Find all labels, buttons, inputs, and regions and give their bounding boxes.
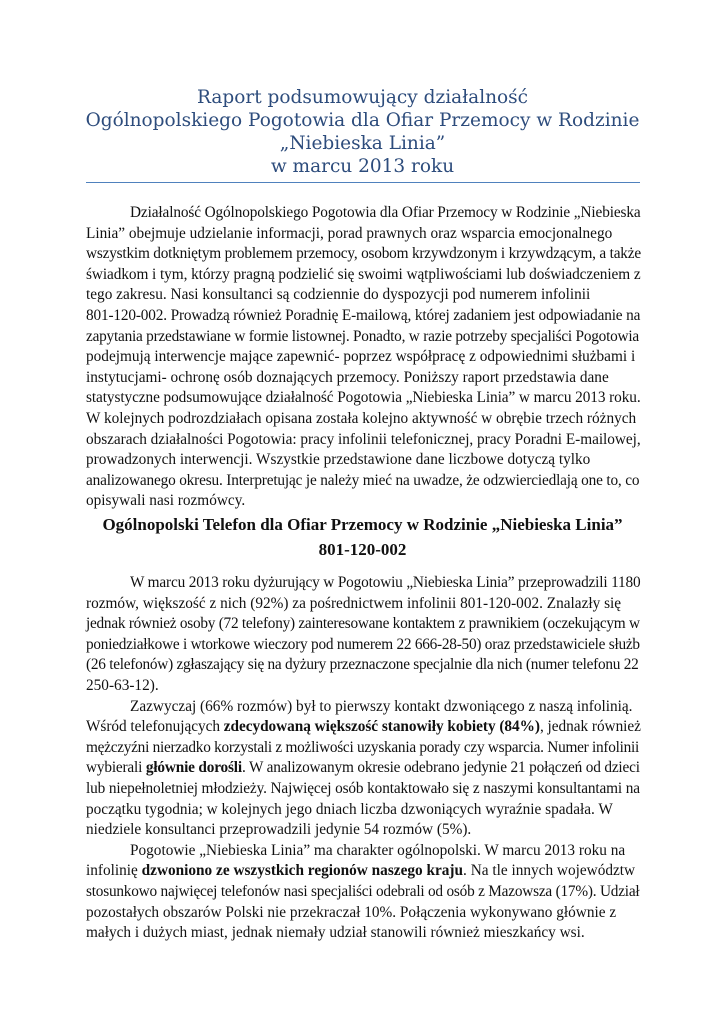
paragraph-line: lub niepełnoletniej młodzieży. Najwięcej osób kontaktowało się z naszymi konsultantami na <box>86 779 640 797</box>
paragraph-line: mężczyźni nierzadko korzystali z możliwości uzyskania porady czy wsparcia. Numer infolinii <box>86 738 640 756</box>
intro-line: prowadzonych interwencji. Wszystkie przedstawione dane liczbowe dotyczą tylko <box>86 451 591 469</box>
title-line-2: Ogólnopolskiego Pogotowia dla Ofiar Przemocy w Rodzinie <box>85 110 640 131</box>
paragraph-line: Pogotowie „Niebieska Linia” ma charakter ogólnopolski. W marcu 2013 roku na <box>130 841 626 859</box>
intro-line: wszystkim dotkniętym problemem przemocy, osobom krzywdzonym i krzywdzącym, a także <box>86 245 641 263</box>
paragraph-line: początku tygodnia; w kolejnych jego dniach liczba dzwoniących wyraźnie spadała. W <box>86 800 613 818</box>
paragraph-line <box>86 758 641 779</box>
intro-line: opisywali nasi rozmówcy. <box>86 492 246 510</box>
bold-phrase: dzwoniono ze wszystkich regionów naszego kraju <box>141 862 464 880</box>
paragraph-line: małych i dużych miast, jednak niemały udział stanowili również mieszkańcy wsi. <box>86 924 585 942</box>
text-segment: , jednak również <box>539 718 641 736</box>
paragraph-line <box>86 717 641 738</box>
title-divider <box>86 182 640 183</box>
report-title <box>80 86 645 178</box>
section-paragraph-1 <box>86 573 641 944</box>
text-segment: . Na tle innych województw <box>463 862 636 880</box>
intro-line: W kolejnych podrozdziałach opisana została kolejno aktywność w obrębie trzech różnych <box>86 409 637 427</box>
paragraph-line: W marcu 2013 roku dyżurujący w Pogotowiu „Niebieska Linia” przeprowadzili 1180 <box>130 574 641 591</box>
intro-line: tego zakresu. Nasi konsultanci są codziennie do dyspozycji pod numerem infolinii <box>86 286 591 304</box>
intro-line: zapytania przedstawiane w formie listownej. Ponadto, w razie potrzeby specjaliści Pogotowia <box>86 327 639 345</box>
paragraph-line: jednak również osoby (72 telefony) zainteresowane kontaktem z prawnikiem (oczekującym w <box>86 615 640 633</box>
intro-paragraph <box>86 203 641 512</box>
text-segment: Wśród telefonujących <box>86 718 224 736</box>
text-segment: . W analizowanym okresie odebrano jedynie 21 połączeń od dzieci <box>241 759 640 777</box>
paragraph-line: stosunkowo najwięcej telefonów nasi specjaliści odebrali od osób z Mazowsza (17%). Udział <box>86 882 640 900</box>
paragraph-line: (26 telefonów) zgłaszający się na dyżury przeznaczone specjalnie dla nich (numer telefonu 22 <box>86 656 639 674</box>
paragraph-line: rozmów, większość z nich (92%) za pośrednictwem infolinii 801-120-002. Znalazły się <box>86 594 622 612</box>
title-line-1: Raport podsumowujący działalność <box>196 87 529 108</box>
title-line-3: „Niebieska Linia” <box>279 133 446 154</box>
paragraph-line <box>86 861 641 882</box>
paragraph-line: niedziele konsultanci przeprowadzili jedynie 54 rozmów (5%). <box>86 821 472 839</box>
paragraph-line: 250-63-12). <box>86 676 159 694</box>
intro-line: obszarach działalności Pogotowia: pracy infolinii telefonicznej, pracy Poradni E-mailowej, <box>86 430 641 448</box>
bold-phrase: głównie dorośli <box>145 759 242 777</box>
section-heading <box>80 512 645 562</box>
paragraph-line: poniedziałkowe i wtorkowe wieczory pod numerem 22 666-28-50) oraz przedstawiciele służb <box>86 635 640 653</box>
paragraph-line: pozostałych obszarów Polski nie przekraczał 10%. Połączenia wykonywano głównie z <box>86 903 617 921</box>
intro-line: instytucjami- ochronę osób doznających przemocy. Poniższy raport przedstawia dane <box>86 368 609 386</box>
text-segment: wybierali <box>86 759 146 777</box>
intro-line: Linia” obejmuje udzielanie informacji, porad prawnych oraz wsparcia emocjonalnego <box>86 224 613 242</box>
section-heading-line-1: Ogólnopolski Telefon dla Ofiar Przemocy w Rodzinie „Niebieska Linia” <box>102 515 623 534</box>
title-line-4: w marcu 2013 roku <box>270 156 455 177</box>
intro-line: Działalność Ogólnopolskiego Pogotowia dla Ofiar Przemocy w Rodzinie „Niebieska <box>130 204 641 221</box>
section-heading-line-2: 801-120-002 <box>318 540 407 559</box>
intro-line: świadkom i tym, którzy pragną podzielić się swoimi wątpliwościami lub doświadczeniem z <box>86 265 641 283</box>
intro-line: 801-120-002. Prowadzą również Poradnię E-mailową, której zadaniem jest odpowiadanie na <box>86 306 641 324</box>
text-segment: infolinię <box>86 862 142 880</box>
intro-line: statystyczne podsumowujące działalność Pogotowia „Niebieska Linia” w marcu 2013 roku. <box>86 389 641 407</box>
bold-phrase: zdecydowaną większość stanowiły kobiety (84%) <box>223 718 540 736</box>
paragraph-line: Zazwyczaj (66% rozmów) był to pierwszy kontakt dzwoniącego z naszą infolinią. <box>130 697 633 715</box>
intro-line: podejmują interwencje mające zapewnić- poprzez współpracę z odpowiednimi służbami i <box>86 348 636 366</box>
intro-line: analizowanego okresu. Interpretując je należy mieć na uwadze, że odzwierciedlają one to, co <box>86 471 640 489</box>
